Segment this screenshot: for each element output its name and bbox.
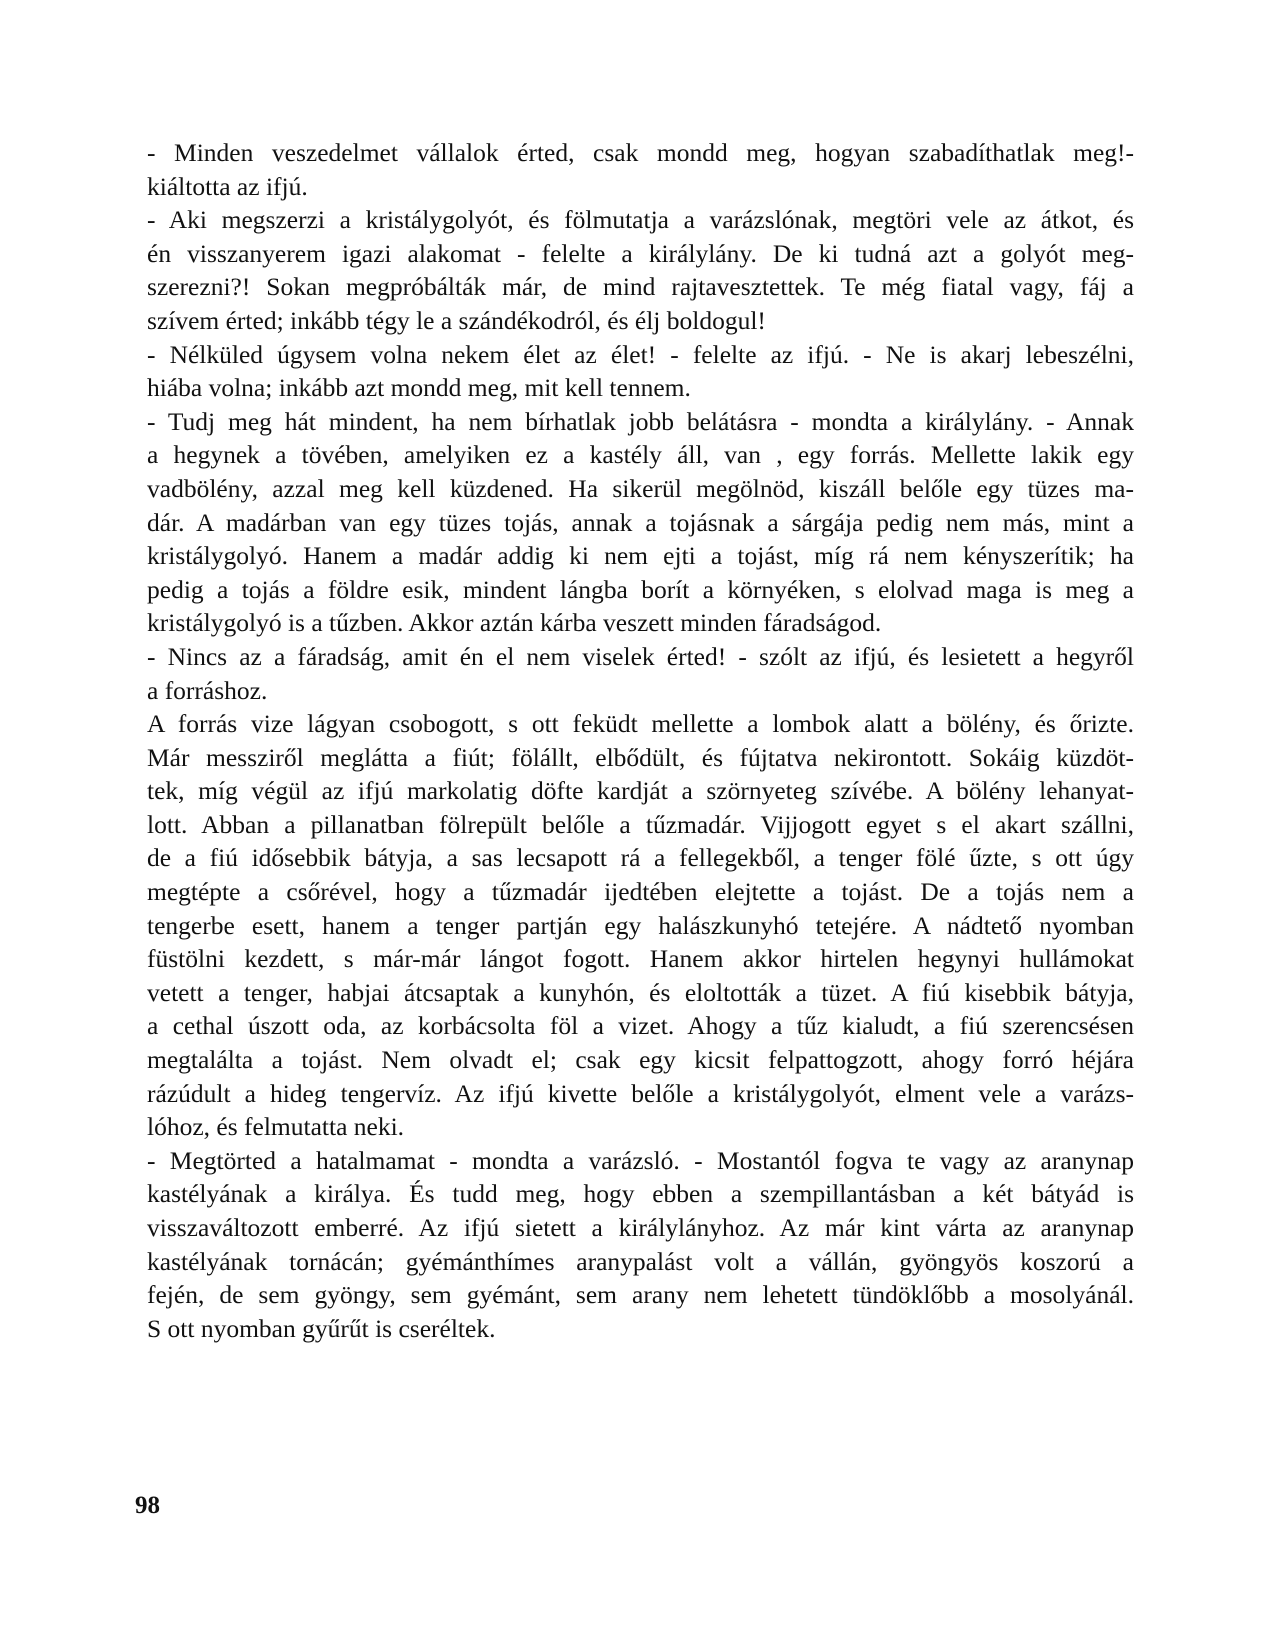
text-line: tengerbe esett, hanem a tenger partján egy halászkunyhó tetejére. A nádtető nyomban — [147, 910, 1134, 940]
text-line: kastélyának tornácán; gyémánthímes aranypalást volt a vállán, gyöngyös koszorú a — [147, 1246, 1134, 1276]
text-line: rázúdult a hideg tengervíz. Az ifjú kivette belőle a kristálygolyót, elment vele a varázs- — [147, 1078, 1134, 1108]
text-line: kiáltotta az ifjú. — [147, 171, 308, 201]
text-line: pedig a tojás a földre esik, mindent lángba borít a környéken, s elolvad maga is meg a — [147, 574, 1134, 604]
text-line: - Nélküled úgysem volna nekem élet az élet! - felelte az ifjú. - Ne is akarj lebeszélni, — [147, 339, 1134, 369]
text-line: - Nincs az a fáradság, amit én el nem viselek érted! - szólt az ifjú, és lesietett a hegyről — [147, 641, 1134, 671]
text-line: A forrás vize lágyan csobogott, s ott feküdt mellette a lombok alatt a bölény, és őrizte. — [147, 709, 1134, 739]
text-line: vadbölény, azzal meg kell küzdened. Ha sikerül megölnöd, kiszáll belőle egy tüzes ma- — [147, 473, 1134, 503]
text-line: a hegynek a tövében, amelyiken ez a kastély áll, van , egy forrás. Mellette lakik egy — [147, 440, 1134, 470]
text-line: dár. A madárban van egy tüzes tojás, annak a tojásnak a sárgája pedig nem más, mint a — [147, 507, 1134, 537]
text-line: megtépte a csőrével, hogy a tűzmadár ijedtében elejtette a tojást. De a tojás nem a — [147, 877, 1134, 907]
page-number: 98 — [135, 1492, 160, 1519]
text-line: S ott nyomban gyűrűt is cseréltek. — [147, 1313, 496, 1343]
text-line: füstölni kezdett, s már-már lángot fogott. Hanem akkor hirtelen hegynyi hullámokat — [147, 944, 1134, 974]
text-line: - Megtörted a hatalmamat - mondta a varázsló. - Mostantól fogva te vagy az aranynap — [147, 1145, 1134, 1175]
text-line: megtalálta a tojást. Nem olvadt el; csak egy kicsit felpattogzott, ahogy forró héjára — [147, 1045, 1134, 1075]
text-line: tek, míg végül az ifjú markolatig döfte kardját a szörnyeteg szívébe. A bölény lehanyat- — [147, 776, 1134, 806]
text-line: kristálygolyó. Hanem a madár addig ki nem ejti a tojást, míg rá nem kényszerítik; ha — [147, 541, 1134, 571]
text-line: fején, de sem gyöngy, sem gyémánt, sem arany nem lehetett tündöklőbb a mosolyánál. — [147, 1280, 1134, 1310]
text-line: szerezni?! Sokan megpróbálták már, de mind rajtavesztettek. Te még fiatal vagy, fáj a — [147, 272, 1134, 302]
text-line: Már messziről meglátta a fiút; fölállt, elbődült, és fújtatva nekirontott. Sokáig küzdöt- — [147, 742, 1134, 772]
text-line: szívem érted; inkább tégy le a szándékodról, és élj boldogul! — [147, 305, 766, 335]
text-line: visszaváltozott emberré. Az ifjú sietett a királylányhoz. Az már kint várta az aranynap — [147, 1213, 1134, 1242]
text-line: vetett a tenger, habjai átcsaptak a kunyhón, és eloltották a tüzet. A fiú kisebbik bátyja, — [147, 977, 1134, 1007]
text-line: a forráshoz. — [147, 675, 268, 705]
body-text — [147, 136, 1134, 1345]
text-line: kastélyának a királya. És tudd meg, hogy ebben a szempillantásban a két bátyád is — [147, 1179, 1134, 1209]
text-line: én visszanyerem igazi alakomat - felelte a királylány. De ki tudná azt a golyót meg- — [147, 238, 1134, 268]
text-line: lóhoz, és felmutatta neki. — [147, 1112, 405, 1142]
text-line: kristálygolyó is a tűzben. Akkor aztán kárba veszett minden fáradságod. — [147, 608, 882, 638]
text-line: a cethal úszott oda, az korbácsolta föl a vizet. Ahogy a tűz kialudt, a fiú szerencsésen — [147, 1011, 1134, 1041]
text-line: - Aki megszerzi a kristálygolyót, és fölmutatja a varázslónak, megtöri vele az átkot, és — [147, 205, 1134, 235]
text-line: de a fiú idősebbik bátyja, a sas lecsapott rá a fellegekből, a tenger fölé űzte, s ott úgy — [147, 843, 1134, 873]
text-line: hiába volna; inkább azt mondd meg, mit kell tennem. — [147, 373, 691, 403]
text-line: - Tudj meg hát mindent, ha nem bírhatlak jobb belátásra - mondta a királylány. - Annak — [147, 406, 1134, 436]
text-line: lott. Abban a pillanatban fölrepült belőle a tűzmadár. Vijjogott egyet s el akart szállni, — [147, 809, 1134, 839]
text-line: - Minden veszedelmet vállalok érted, csak mondd meg, hogyan szabadíthatlak meg!- — [147, 138, 1134, 167]
